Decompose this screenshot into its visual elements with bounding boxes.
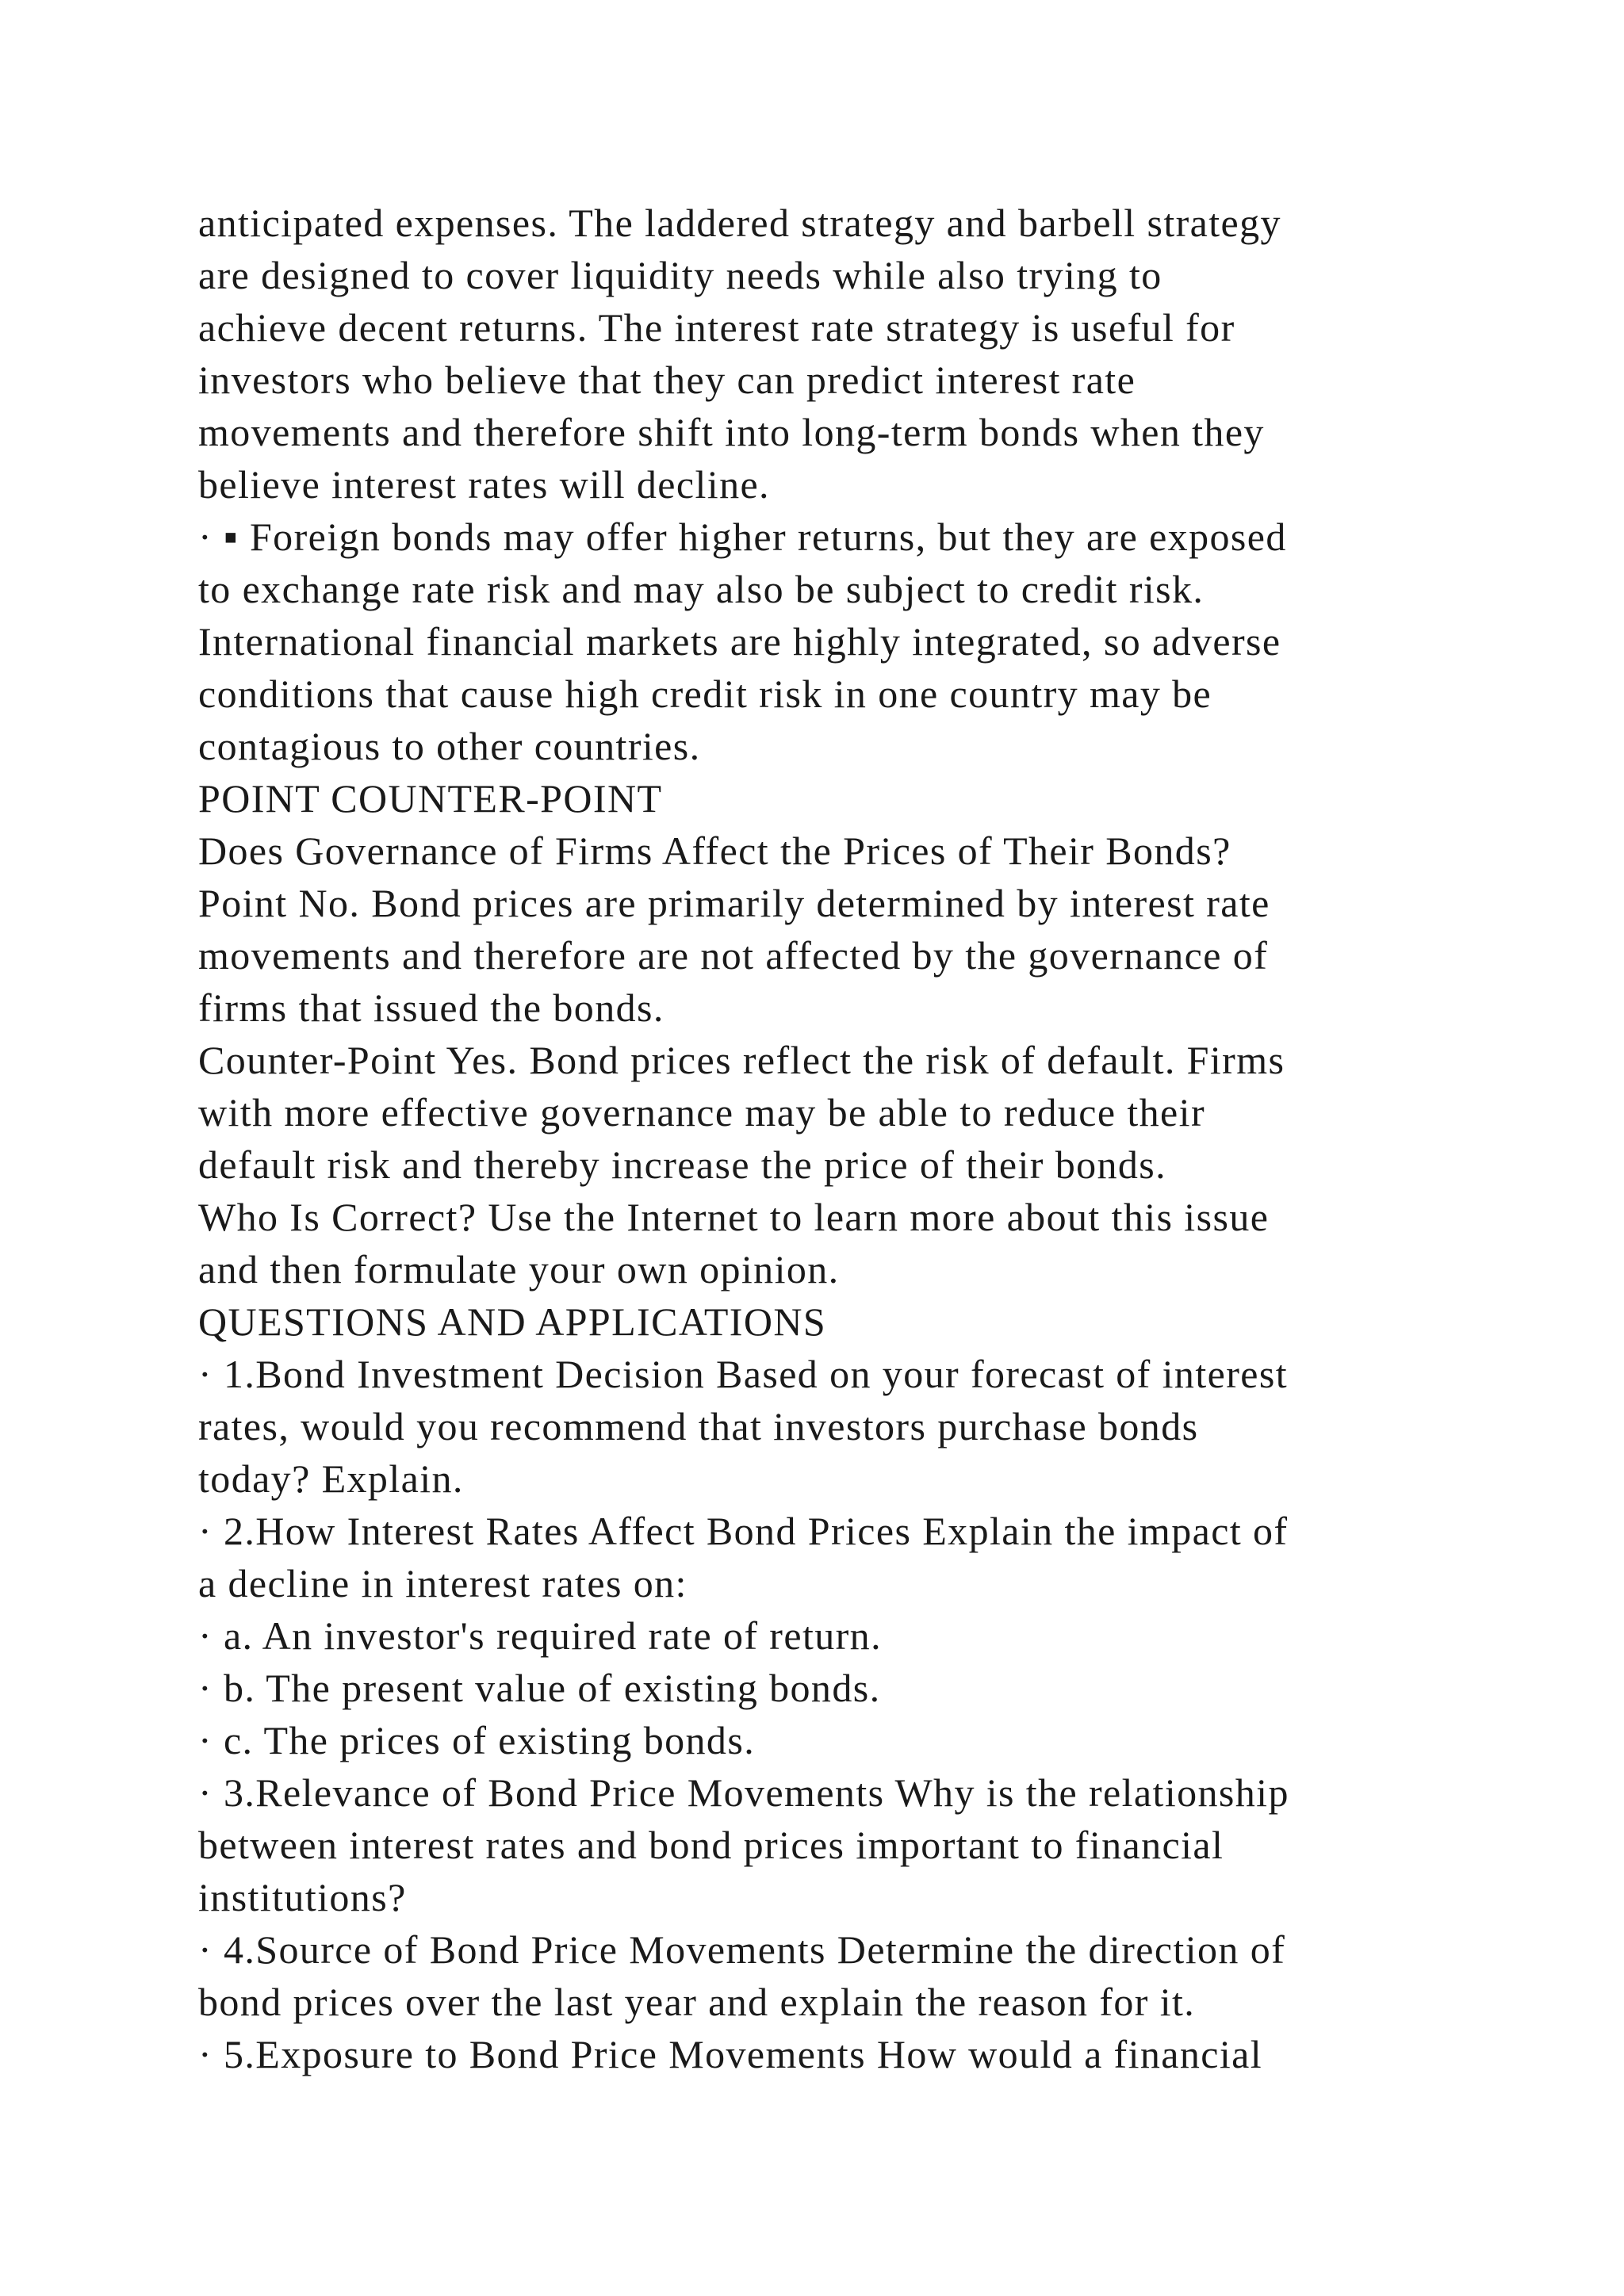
- sub-question-item: · c. The prices of existing bonds.: [198, 1718, 756, 1762]
- point-text: movements and therefore are not affected by the governance of: [198, 933, 1269, 978]
- text-line: conditions that cause high credit risk in one country may be: [198, 672, 1212, 716]
- who-is-correct-text: Who Is Correct? Use the Internet to learn more about this issue: [198, 1195, 1270, 1239]
- question-item: institutions?: [198, 1875, 407, 1919]
- point-text: Point No. Bond prices are primarily determined by interest rate: [198, 881, 1270, 925]
- question-item: between interest rates and bond prices important to financial: [198, 1823, 1224, 1867]
- text-line: International financial markets are highly integrated, so adverse: [198, 619, 1281, 664]
- counter-point-text: default risk and thereby increase the price of their bonds.: [198, 1142, 1167, 1187]
- who-is-correct-text: and then formulate your own opinion.: [198, 1247, 840, 1292]
- bullet-line: · ▪ Foreign bonds may offer higher returns, but they are exposed: [198, 515, 1287, 559]
- text-line: to exchange rate risk and may also be subject to credit risk.: [198, 567, 1205, 611]
- text-line: movements and therefore shift into long-term bonds when they: [198, 410, 1265, 454]
- sub-question-item: · a. An investor's required rate of return.: [198, 1613, 882, 1658]
- question-item: · 2.How Interest Rates Affect Bond Prices Explain the impact of: [198, 1509, 1289, 1553]
- text-line: achieve decent returns. The interest rate strategy is useful for: [198, 305, 1235, 350]
- counter-point-text: Counter-Point Yes. Bond prices reflect the risk of default. Firms: [198, 1038, 1285, 1082]
- counter-point-text: with more effective governance may be able to reduce their: [198, 1090, 1205, 1135]
- text-line: investors who believe that they can predict interest rate: [198, 358, 1136, 402]
- section-heading: POINT COUNTER-POINT: [198, 776, 663, 821]
- section-heading: QUESTIONS AND APPLICATIONS: [198, 1299, 827, 1344]
- question-item: · 4.Source of Bond Price Movements Determine the direction of: [198, 1927, 1286, 1972]
- question-item: · 1.Bond Investment Decision Based on your forecast of interest: [198, 1352, 1288, 1396]
- question-item: · 3.Relevance of Bond Price Movements Why is the relationship: [198, 1770, 1289, 1815]
- question-item: today? Explain.: [198, 1456, 464, 1501]
- question-heading: Does Governance of Firms Affect the Prices of Their Bonds?: [198, 828, 1231, 873]
- text-line: are designed to cover liquidity needs while also trying to: [198, 253, 1162, 297]
- document-body: [198, 197, 1499, 2080]
- question-item: rates, would you recommend that investors purchase bonds: [198, 1404, 1199, 1448]
- text-line: contagious to other countries.: [198, 724, 701, 768]
- question-item: · 5.Exposure to Bond Price Movements How would a financial: [198, 2032, 1263, 2076]
- text-line: believe interest rates will decline.: [198, 462, 770, 507]
- sub-question-item: · b. The present value of existing bonds.: [198, 1666, 881, 1710]
- text-line: anticipated expenses. The laddered strategy and barbell strategy: [198, 201, 1281, 245]
- question-item: bond prices over the last year and explain the reason for it.: [198, 1980, 1196, 2024]
- point-text: firms that issued the bonds.: [198, 985, 665, 1030]
- question-item: a decline in interest rates on:: [198, 1561, 688, 1605]
